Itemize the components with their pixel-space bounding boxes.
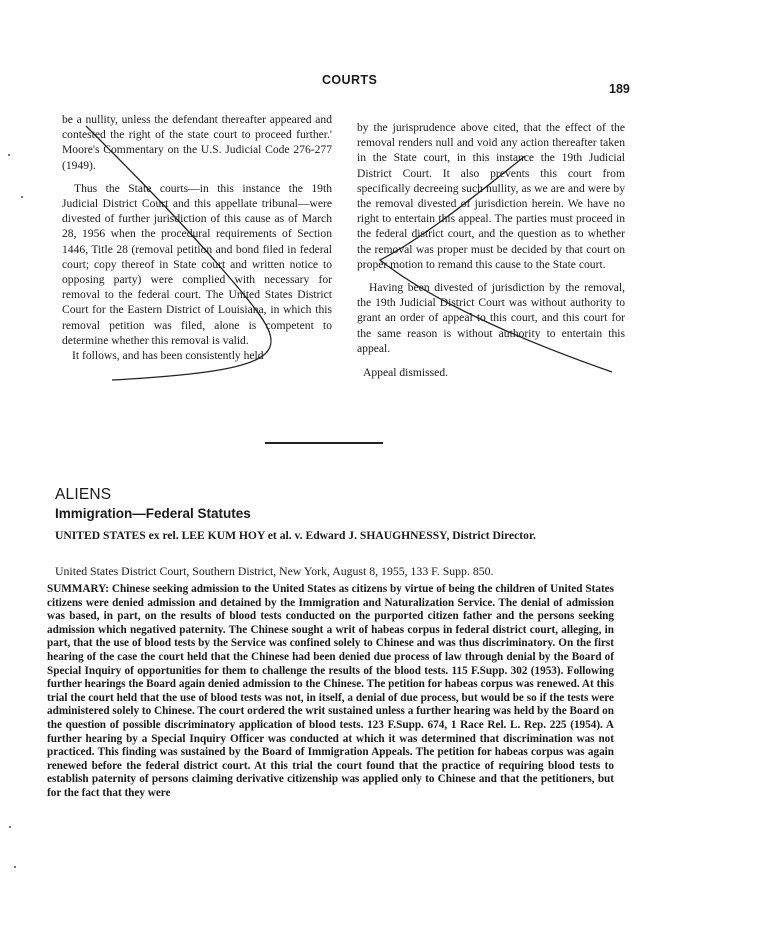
- right-paragraph-1: by the jurisprudence above cited, that the effect of the removal renders null and void any action thereafter taken in the State court, in this instance the 19th Judicial District Court. It also prevents this court from specifically decreeing such nullity, as we are and were by the removal divested of jurisdiction herein. We have no right to entertain this appeal. The parties must proceed in the federal district court, and the question as to whether the removal was proper must be decided by that court on proper motion to remand this cause to the State court.: [357, 121, 625, 271]
- scan-speck: [9, 826, 11, 828]
- running-head: COURTS: [322, 73, 378, 87]
- left-column: [62, 112, 332, 363]
- appeal-dismissed-line: Appeal dismissed.: [363, 366, 449, 380]
- scan-speck: [21, 196, 23, 198]
- case-caption: UNITED STATES ex rel. LEE KUM HOY et al. v. Edward J. SHAUGHNESSY, District Director.: [55, 529, 536, 542]
- left-paragraph-2: Thus the State courts—in this instance the 19th Judicial District Court and this appellate tribunal—were divested of further jurisdiction of this cause as of March 28, 1956 when the procedural requirements of Section 1446, Title 28 (removal petition and bond filed in federal court; copy thereof in State court and written notice to opposing party) were complied with necessary for removal to the federal court. The United States District Court for the Eastern District of Louisiana, in which this removal petition was filed, alone is competent to determine whether this removal is valid.: [62, 181, 332, 347]
- scan-speck: [14, 866, 16, 868]
- left-paragraph-1: be a nullity, unless the defendant thereafter appeared and contested the right of the state court to proceed further.' Moore's Commentary on the U.S. Judicial Code 276-277 (1949).: [62, 113, 332, 172]
- section-title: ALIENS: [55, 486, 112, 503]
- right-column: [357, 120, 625, 380]
- section-divider-rule: [265, 442, 383, 444]
- case-summary: SUMMARY: Chinese seeking admission to the United States as citizens by virtue of being the children of United States citizens were denied admission and detained by the Immigration and Naturalization Service. The denial of admission was based, in part, on the results of blood tests conducted on the purported citizen father and the persons seeking admission which negatived paternity. The Chinese sought a writ of habeas corpus in federal district court, alleging, in part, that the use of blood tests by the Service was confined solely to Chinese and was thus discriminatory. On the first hearing of the case the court held that the Chinese had been denied due process of law through denial by the Board of Special Inquiry of opportunities for them to challenge the results of the blood tests. 115 F.Supp. 302 (1953). Following further hearings the Board again denied admission to the Chinese. The petition for habeas corpus was renewed. At this trial the court held that the use of blood tests was not, in itself, a denial of due process, but would be so if the tests were administered solely to Chinese. The court ordered the writ sustained unless a further hearing was held by the Board on the question of possible discriminatory application of blood tests. 123 F.Supp. 674, 1 Race Rel. L. Rep. 225 (1954). A further hearing by a Special Inquiry Officer was conducted at which it was determined that discrimination was not practiced. This finding was sustained by the Board of Immigration Appeals. The petition for habeas corpus was again renewed before the federal district court. At this trial the court found that the practice of requiring blood tests to establish paternity of persons claiming derivative citizenship was applied only to Chinese and that the petitioners, but for the fact that they were: [47, 583, 614, 799]
- right-paragraph-2: Having been divested of jurisdiction by the removal, the 19th Judicial District Court was without authority to grant an order of appeal to this court, and this court for the same reason is without authority to entertain this appeal.: [357, 281, 625, 355]
- page-number: 189: [609, 82, 630, 96]
- scan-speck: [8, 154, 10, 156]
- left-paragraph-3: It follows, and has been consistently held: [72, 349, 264, 363]
- court-citation: United States District Court, Southern District, New York, August 8, 1955, 133 F. Supp. 850.: [55, 564, 494, 578]
- section-subtitle: Immigration—Federal Statutes: [55, 506, 251, 521]
